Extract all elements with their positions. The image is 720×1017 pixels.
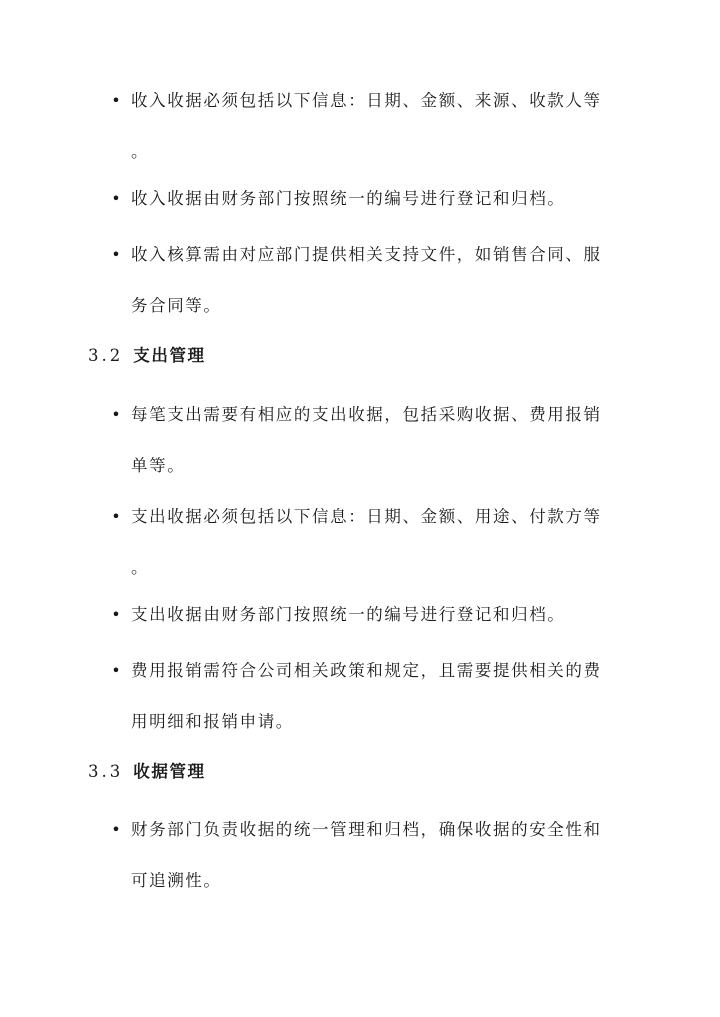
bullet-icon: • <box>111 189 121 208</box>
text-line: 支出收据必须包括以下信息：日期、金额、用途、付款方等 <box>131 507 602 526</box>
section-title: 支出管理 <box>133 346 206 365</box>
text-line: 收入收据必须包括以下信息：日期、金额、来源、收款人等 <box>131 91 602 110</box>
list-item-text <box>131 240 631 342</box>
section-heading <box>88 341 206 371</box>
list-item-text <box>131 184 631 235</box>
text-line: 费用报销需符合公司相关政策和规定，且需要提供相关的费 <box>131 661 602 680</box>
bullet-icon: • <box>111 820 121 839</box>
section-number: 3.2 <box>88 346 124 365</box>
bullet-icon: • <box>111 91 121 110</box>
list-item-text <box>131 656 631 758</box>
text-line: 财务部门负责收据的统一管理和归档，确保收据的安全性和 <box>131 820 602 839</box>
bullet-icon: • <box>111 605 121 624</box>
text-line: 用明细和报销申请。 <box>131 712 294 731</box>
bullet-icon: • <box>111 405 121 424</box>
list-item-text <box>131 600 631 651</box>
text-line: 。 <box>131 558 150 577</box>
text-line: 收入收据由财务部门按照统一的编号进行登记和归档。 <box>131 189 566 208</box>
section-number: 3.3 <box>88 762 124 781</box>
text-line: 。 <box>131 142 150 161</box>
list-item-text <box>131 86 631 188</box>
text-line: 支出收据由财务部门按照统一的编号进行登记和归档。 <box>131 605 566 624</box>
section-heading <box>88 757 206 787</box>
text-line: 收入核算需由对应部门提供相关支持文件，如销售合同、服 <box>131 245 602 264</box>
list-item-text <box>131 400 631 502</box>
list-item-text <box>131 502 631 604</box>
bullet-icon: • <box>111 507 121 526</box>
bullet-icon: • <box>111 245 121 264</box>
list-item-text <box>131 815 631 917</box>
text-line: 单等。 <box>131 456 186 475</box>
text-line: 每笔支出需要有相应的支出收据，包括采购收据、费用报销 <box>131 405 602 424</box>
text-line: 可追溯性。 <box>131 871 222 890</box>
bullet-icon: • <box>111 661 121 680</box>
text-line: 务合同等。 <box>131 296 222 315</box>
section-title: 收据管理 <box>133 762 206 781</box>
